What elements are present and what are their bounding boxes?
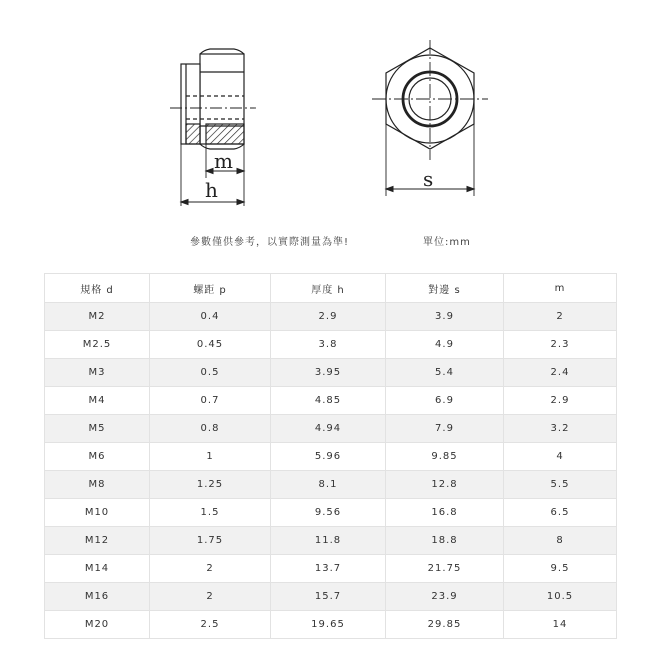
specification-table (44, 273, 617, 639)
table-row (45, 415, 617, 443)
cell-thickness: 9.56 (271, 499, 386, 527)
table-row (45, 583, 617, 611)
cell-width: 5.4 (386, 359, 504, 387)
cell-thickness: 3.95 (271, 359, 386, 387)
cell-thickness: 19.65 (271, 611, 386, 639)
header-width-s: 對邊 s (386, 274, 504, 303)
cell-pitch: 2.5 (150, 611, 271, 639)
cell-pitch: 1.5 (150, 499, 271, 527)
cell-size: M3 (45, 359, 150, 387)
cell-pitch: 2 (150, 583, 271, 611)
dimension-h-label: h (205, 178, 218, 202)
cell-width: 16.8 (386, 499, 504, 527)
cell-width: 3.9 (386, 303, 504, 331)
cell-size: M4 (45, 387, 150, 415)
dimension-s-label: s (423, 167, 434, 191)
header-m: m (504, 274, 617, 303)
cell-m: 9.5 (504, 555, 617, 583)
header-thickness-h: 厚度 h (271, 274, 386, 303)
nut-technical-drawing (0, 0, 660, 225)
cell-pitch: 0.8 (150, 415, 271, 443)
cell-pitch: 1.75 (150, 527, 271, 555)
table-row (45, 499, 617, 527)
cell-m: 5.5 (504, 471, 617, 499)
table-row (45, 527, 617, 555)
cell-thickness: 8.1 (271, 471, 386, 499)
table-body (45, 303, 617, 639)
table-header-row (45, 274, 617, 303)
cell-m: 2 (504, 303, 617, 331)
cell-m: 6.5 (504, 499, 617, 527)
cell-width: 6.9 (386, 387, 504, 415)
cell-width: 4.9 (386, 331, 504, 359)
table-row (45, 555, 617, 583)
cell-pitch: 0.4 (150, 303, 271, 331)
cell-pitch: 0.5 (150, 359, 271, 387)
cell-size: M12 (45, 527, 150, 555)
cell-pitch: 1 (150, 443, 271, 471)
cell-m: 2.4 (504, 359, 617, 387)
cell-width: 29.85 (386, 611, 504, 639)
cell-width: 21.75 (386, 555, 504, 583)
cell-thickness: 15.7 (271, 583, 386, 611)
cell-thickness: 13.7 (271, 555, 386, 583)
cell-thickness: 5.96 (271, 443, 386, 471)
cell-thickness: 4.85 (271, 387, 386, 415)
cell-m: 8 (504, 527, 617, 555)
cell-size: M5 (45, 415, 150, 443)
cell-m: 10.5 (504, 583, 617, 611)
cell-size: M14 (45, 555, 150, 583)
cell-pitch: 0.7 (150, 387, 271, 415)
cell-pitch: 2 (150, 555, 271, 583)
cell-width: 18.8 (386, 527, 504, 555)
table-row (45, 303, 617, 331)
cell-thickness: 2.9 (271, 303, 386, 331)
cell-pitch: 1.25 (150, 471, 271, 499)
cell-thickness: 3.8 (271, 331, 386, 359)
reference-note: 參數僅供參考，以實際測量為準! (190, 237, 350, 248)
cell-size: M10 (45, 499, 150, 527)
table-row (45, 471, 617, 499)
header-pitch-p: 螺距 p (150, 274, 271, 303)
cell-m: 2.3 (504, 331, 617, 359)
cell-size: M6 (45, 443, 150, 471)
cell-m: 2.9 (504, 387, 617, 415)
cell-size: M2 (45, 303, 150, 331)
cell-m: 14 (504, 611, 617, 639)
cell-width: 12.8 (386, 471, 504, 499)
table-row (45, 359, 617, 387)
table-row (45, 387, 617, 415)
table-row (45, 443, 617, 471)
cell-thickness: 4.94 (271, 415, 386, 443)
cell-size: M20 (45, 611, 150, 639)
cell-size: M16 (45, 583, 150, 611)
cell-pitch: 0.45 (150, 331, 271, 359)
cell-size: M2.5 (45, 331, 150, 359)
header-size-d: 規格 d (45, 274, 150, 303)
cell-m: 3.2 (504, 415, 617, 443)
cell-m: 4 (504, 443, 617, 471)
unit-label: 單位:mm (423, 237, 471, 248)
cell-width: 9.85 (386, 443, 504, 471)
cell-width: 7.9 (386, 415, 504, 443)
cell-width: 23.9 (386, 583, 504, 611)
cell-thickness: 11.8 (271, 527, 386, 555)
dimension-m-label: m (214, 149, 233, 173)
table-row (45, 611, 617, 639)
cell-size: M8 (45, 471, 150, 499)
table-row (45, 331, 617, 359)
